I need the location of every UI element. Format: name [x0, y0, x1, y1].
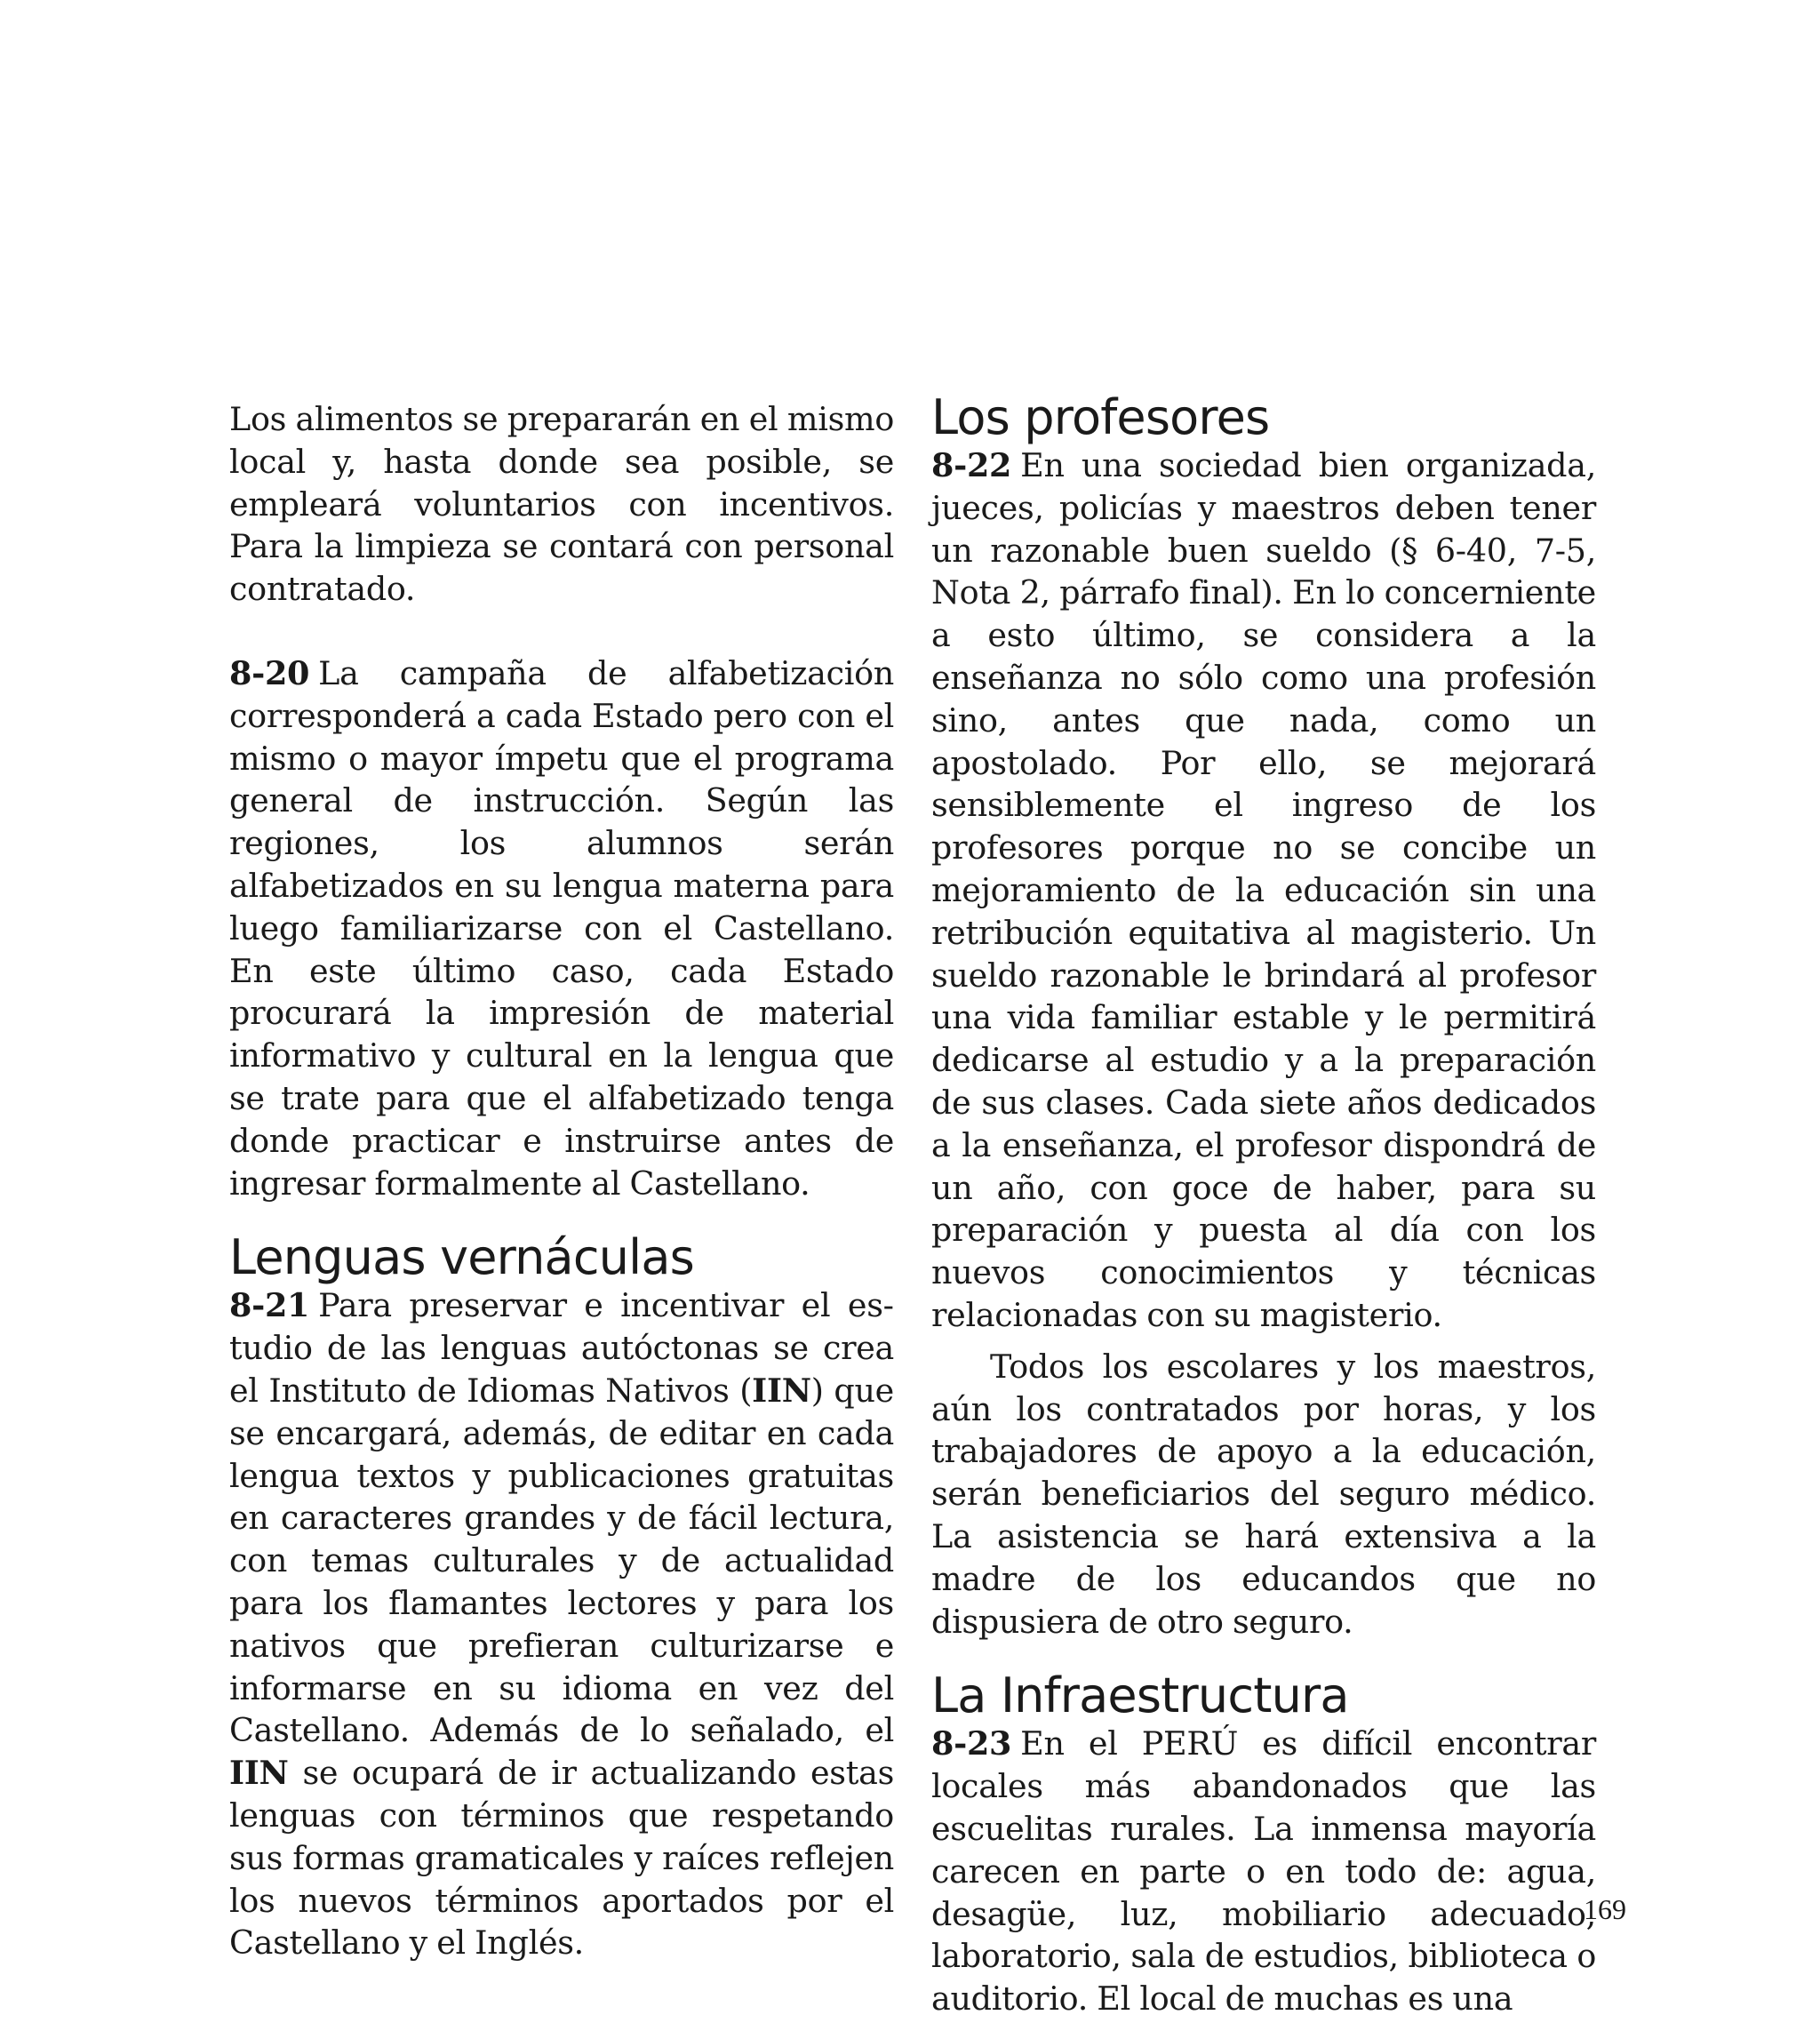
section-number: 8-23 — [931, 1724, 1012, 1763]
paragraph-text: La campaña de alfabetización corresponderá a cada Estado pero con el mismo o mayor ímpetu que el programa general de instrucción. Según las regiones, los alumnos serán alfabetizados en su lengua materna para luego familiarizarse con el Castellano. En este último caso, cada Estado procurará la impresión de material informativo y cultural en la lengua que se trate para que el alfabetizado tenga donde practicar e instruirse antes de ingresar formalmente al Castellano. — [229, 653, 894, 1203]
paragraph-8-20 — [229, 652, 894, 1204]
paragraph-text: Para preservar e incentivar el estudio de las lenguas autóctonas se crea el Instituto de Idiomas Nativos ( — [229, 1286, 894, 1410]
acronym-iin: IIN — [229, 1754, 289, 1793]
paragraph-escolares: Todos los escolares y los maestros, aún los contratados por horas, y los trabajadores de apoyo a la educación, serán beneficiarios del seguro médico. La asistencia se hará extensiva a la madre de los educandos que no dispusiera de otro seguro. — [931, 1347, 1596, 1641]
paragraph-8-22 — [931, 444, 1596, 1337]
right-column — [931, 391, 1596, 2020]
section-number: 8-20 — [229, 653, 310, 692]
paragraph-text: se ocupará de ir actualizando estas lenguas con términos que respetando sus formas gramaticales y raíces reflejen los nuevos términos aportados por el Castellano y el Inglés. — [229, 1754, 894, 1963]
section-number: 8-22 — [931, 446, 1012, 484]
page-number: 169 — [1584, 1893, 1626, 1925]
heading-los-profesores: Los profesores — [931, 389, 1270, 445]
paragraph-8-21 — [229, 1284, 894, 1964]
heading-lenguas-vernaculas: Lenguas vernáculas — [229, 1229, 694, 1286]
paragraph-text: En una sociedad bien organizada, jueces, policías y maestros deben tener un razonable buen sueldo (§ 6-40, 7-5, Nota 2, párrafo final). En lo concerniente a esto último, se considera a la enseñanza no sólo como una profesión sino, antes que nada, como un apostolado. Por ello, se mejorará sensiblemente el ingreso de los profesores porque no se concibe un mejoramiento de la educación sin una retribución equitativa al magisterio. Un sueldo razonable le brindará al profesor una vida familiar estable y le permitirá dedicarse al estudio y a la preparación de sus clases. Cada siete años dedicados a la enseñanza, el profesor dispondrá de un año, con goce de haber, para su preparación y puesta al día con los nuevos conocimientos y técnicas relacionadas con su magisterio. — [931, 446, 1596, 1334]
paragraph-text: En el PERÚ es difícil encontrar locales más abandonados que las escuelitas rurales. La inmensa mayoría carecen en parte o en todo de: agua, desagüe, luz, mobiliario adecuado, laboratorio, sala de estudios, biblioteca o auditorio. El local de muchas es una — [931, 1724, 1596, 2019]
left-column — [229, 398, 894, 1964]
paragraph-intro: Los alimentos se prepararán en el mismo local y, hasta donde sea posible, se empleará voluntarios con incentivos. Para la limpieza se contará con personal contratado. — [229, 400, 894, 609]
paragraph-8-23 — [931, 1723, 1596, 2020]
acronym-iin: IIN — [752, 1371, 811, 1410]
paragraph-text: ) que se encargará, además, de editar en cada lengua textos y publicaciones gratuitas en caracteres grandes y de fácil lectura, con temas culturales y de actualidad para los flamantes lectores y para los nativos que prefieran culturizarse e informarse en su idioma en vez del Castellano. Además de lo señalado, el — [229, 1371, 894, 1750]
heading-la-infraestructura: La Infraestructura — [931, 1667, 1349, 1724]
section-number: 8-21 — [229, 1286, 310, 1325]
